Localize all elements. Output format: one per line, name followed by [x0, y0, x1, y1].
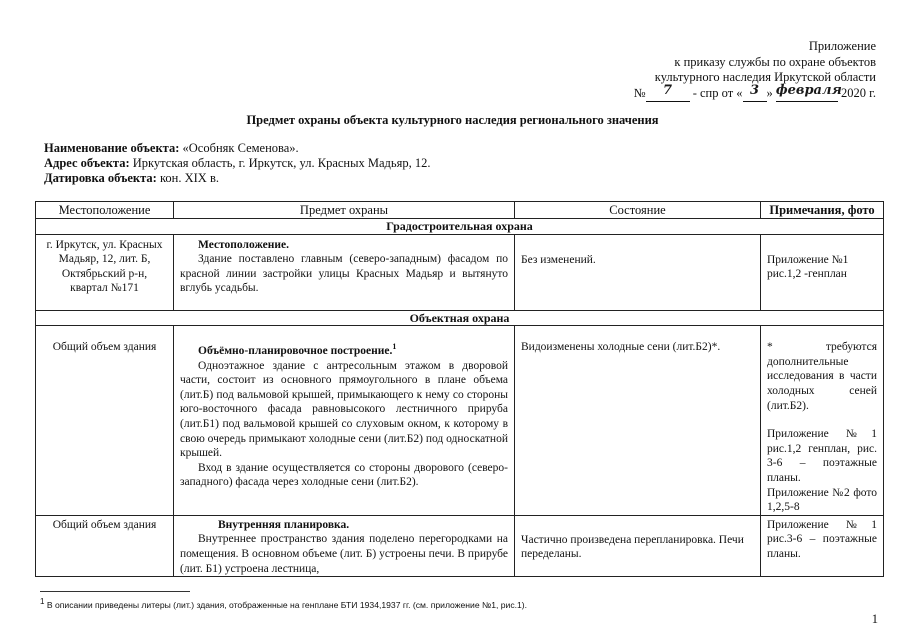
page-number: 1	[871, 612, 878, 626]
row3-subject-title: Внутренняя планировка.	[218, 518, 350, 531]
row2-location: Общий объем здания	[36, 326, 174, 516]
section-object-protection-label: Объектная охрана	[36, 310, 884, 326]
row2-notes-p1: * требуются дополнительные исследования в части холодных сеней (лит.Б2).	[767, 341, 877, 412]
section-object-protection	[36, 310, 884, 326]
row3-state: Частично произведена перепланировка. Печи переделаны.	[515, 515, 761, 576]
order-month-field	[775, 82, 842, 103]
order-number-prefix: №	[633, 85, 646, 100]
object-address-label: Адрес объекта:	[44, 156, 130, 170]
row2-notes-p3: Приложение №2 фото 1,2,5-8	[767, 486, 877, 514]
object-name-line	[44, 141, 430, 156]
table-row	[36, 326, 884, 516]
order-number-line	[633, 82, 876, 103]
row1-notes: Приложение №1 рис.1,2 -генплан	[761, 234, 884, 310]
object-date-line	[44, 171, 430, 186]
row2-state: Видоизменены холодные сени (лит.Б2)*.	[515, 326, 761, 516]
row2-subject-p2: Вход в здание осуществляется со стороны дворового (северо-западного) фасада через холодные сени (лит.Б2).	[180, 461, 508, 489]
appendix-order-line: к приказу службы по охране объектов	[674, 54, 876, 69]
section-urban-planning	[36, 219, 884, 235]
order-number-field	[646, 82, 690, 103]
protection-subject-table	[35, 201, 884, 577]
object-name-value: «Особняк Семенова».	[182, 141, 299, 155]
header-state: Состояние	[515, 202, 761, 219]
object-address-line	[44, 156, 430, 171]
header-location: Местоположение	[36, 202, 174, 219]
order-day-handwritten: 3	[750, 82, 760, 98]
document-title: Предмет охраны объекта культурного наследия регионального значения	[246, 113, 659, 127]
order-day-field	[743, 82, 767, 103]
section-urban-planning-label: Градостроительная охрана	[36, 219, 884, 235]
order-year: 2020 г.	[841, 85, 876, 100]
appendix-header	[634, 39, 876, 102]
row2-subject-title: Объёмно-планировочное построение.$^1$	[198, 342, 397, 358]
header-notes: Примечания, фото	[761, 202, 884, 219]
table-row	[36, 515, 884, 576]
row3-notes: Приложение №1 рис.3-6 – поэтажные планы.	[761, 515, 884, 576]
appendix-title: Приложение	[808, 39, 876, 53]
footnote-ref: 1	[392, 342, 397, 352]
row3-location: Общий объем здания	[36, 515, 174, 576]
row1-subject-text: Здание поставлено главным (северо-западным) фасадом по красной линии застройки улицы Красных Мадьяр и вытянуто вглубь усадьбы.	[180, 253, 508, 295]
header-subject: Предмет охраны	[174, 202, 515, 219]
object-name-label: Наименование объекта:	[44, 141, 180, 155]
row2-notes	[761, 326, 884, 516]
row3-subject-text: Внутреннее пространство здания поделено перегородками на помещения. В основном объеме (лит. Б) устроены печи. В прирубе (лит. Б1) устроена лестница,	[180, 533, 508, 575]
object-date-value: кон. XIX в.	[159, 171, 219, 185]
row3-subject	[174, 515, 515, 576]
table-header-row	[36, 202, 884, 219]
table-row	[36, 234, 884, 310]
object-date-label: Датировка объекта:	[44, 171, 157, 185]
row2-subject-p1: Одноэтажное здание с антресольным этажом в дворовой части, состоит из основного прямоугольного в плане объема (лит.Б) под вальмовой крышей, примыкающего к нему со стороны юго-восточного фасада равновысокого лестничного прируба (лит.Б1) под вальмовой крышей со слуховым окном, к которому в свою очередь примыкают холодные сени (лит.Б2) под односкатной крышей.	[180, 359, 508, 460]
order-month-handwritten: февраля	[775, 82, 842, 98]
footnote-divider	[40, 591, 190, 592]
order-date-label: - спр от «	[692, 85, 743, 100]
object-info	[44, 141, 430, 186]
footnote	[40, 597, 527, 610]
row2-subject	[174, 326, 515, 516]
row2-notes-p2: Приложение №1 рис.1,2 генплан, рис. 3-6 – поэтажные планы.	[767, 428, 877, 484]
object-address-value: Иркутская область, г. Иркутск, ул. Красных Мадьяр, 12.	[132, 156, 431, 170]
appendix-agency-line: культурного наследия Иркутской области	[654, 70, 876, 84]
order-quote-close: »	[766, 85, 773, 100]
footnote-text: В описании приведены литеры (лит.) здания, отображенные на генплане БТИ 1934,1937 гг. (см. приложение №1, рис.1).	[46, 599, 528, 610]
order-number-handwritten: 7	[663, 82, 673, 98]
row1-subject-title: Местоположение.	[198, 238, 289, 251]
row1-location: г. Иркутск, ул. Красных Мадьяр, 12, лит. Б, Октябрьский р-н, квартал №171	[36, 234, 174, 310]
row1-state: Без изменений.	[515, 234, 761, 310]
row1-subject	[174, 234, 515, 310]
footnote-marker: 1	[40, 597, 45, 606]
